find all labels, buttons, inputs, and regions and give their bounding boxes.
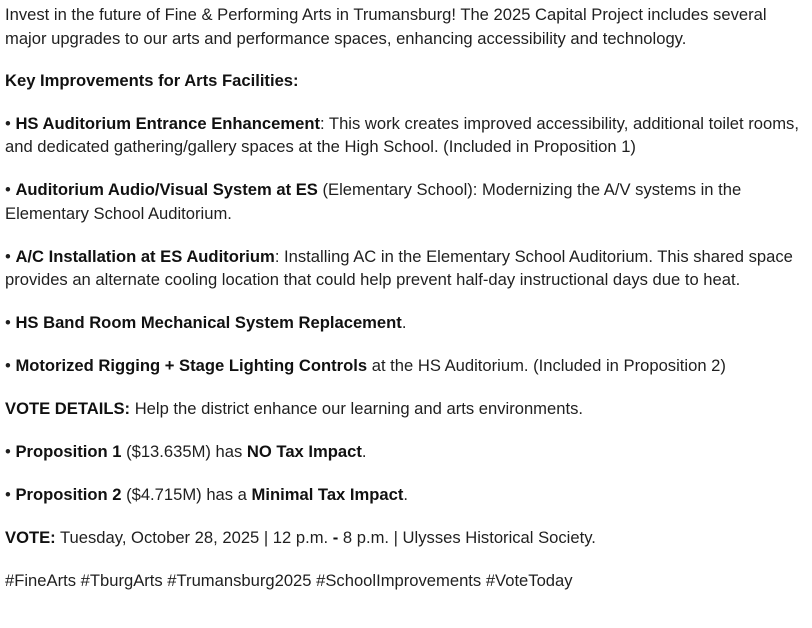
hashtags: #FineArts #TburgArts #Trumansburg2025 #SchoolImprovements #VoteToday xyxy=(5,571,573,590)
proposition-name: Proposition 1 xyxy=(15,442,122,461)
proposition-impact: Minimal Tax Impact xyxy=(251,485,404,504)
vote-location-text: 8 p.m. | Ulysses Historical Society. xyxy=(338,528,596,547)
vote-date-text: Tuesday, October 28, 2025 | 12 p.m. xyxy=(55,528,333,547)
improvement-text: : Installing AC in the Elementary School Auditorium. This shared space provides an alternate cooling location that could help prevent half-day instructional days due to heat. xyxy=(5,246,793,289)
improvement-item xyxy=(5,354,805,378)
improvement-title: HS Band Room Mechanical System Replacement xyxy=(15,313,402,332)
vote-details-text: Help the district enhance our learning and arts environments. xyxy=(130,399,583,418)
bullet: • xyxy=(5,313,11,332)
vote-details-label: VOTE DETAILS: xyxy=(5,399,131,418)
proposition-amount: ($13.635M) has xyxy=(121,442,247,461)
improvement-title: HS Auditorium Entrance Enhancement xyxy=(15,113,321,133)
bullet: • xyxy=(5,485,11,504)
improvement-item xyxy=(5,178,805,225)
improvement-title: Motorized Rigging + Stage Lighting Controls xyxy=(15,356,368,375)
bullet: • xyxy=(5,246,11,266)
proposition-impact: NO Tax Impact xyxy=(246,442,362,461)
vote-label: VOTE: xyxy=(5,528,56,547)
improvement-item xyxy=(5,245,805,292)
improvement-title: Auditorium Audio/Visual System at ES xyxy=(15,180,318,199)
bullet: • xyxy=(5,356,11,375)
improvement-item xyxy=(5,311,805,335)
proposition-item xyxy=(5,440,805,464)
proposition-item xyxy=(5,483,805,507)
improvement-item xyxy=(5,112,805,159)
improvement-text: : This work creates improved accessibility, additional toilet rooms, and dedicated gathering/gallery spaces at the High School. (Included in Proposition 1) xyxy=(5,113,799,156)
bullet: • xyxy=(5,113,11,133)
vote-line xyxy=(5,526,805,550)
improvement-text: at the HS Auditorium. (Included in Proposition 2) xyxy=(367,356,726,375)
proposition-name: Proposition 2 xyxy=(15,485,122,504)
improvements-heading-text: Key Improvements for Arts Facilities: xyxy=(5,70,299,90)
improvement-text: . xyxy=(401,313,407,332)
vote-dash: - xyxy=(332,528,339,547)
intro-paragraph: Invest in the future of Fine & Performing Arts in Trumansburg! The 2025 Capital Project includes several major upgrades to our arts and performance spaces, enhancing accessibility and technology. xyxy=(5,5,767,48)
proposition-end: . xyxy=(361,442,367,461)
proposition-amount: ($4.715M) has a xyxy=(121,485,252,504)
bullet: • xyxy=(5,442,11,461)
vote-details xyxy=(5,397,805,421)
bullet: • xyxy=(5,180,11,199)
proposition-end: . xyxy=(403,485,408,504)
improvements-heading xyxy=(5,69,805,93)
improvement-title: A/C Installation at ES Auditorium xyxy=(15,246,275,266)
improvement-text: (Elementary School): Modernizing the A/V systems in the Elementary School Auditorium. xyxy=(5,180,742,223)
